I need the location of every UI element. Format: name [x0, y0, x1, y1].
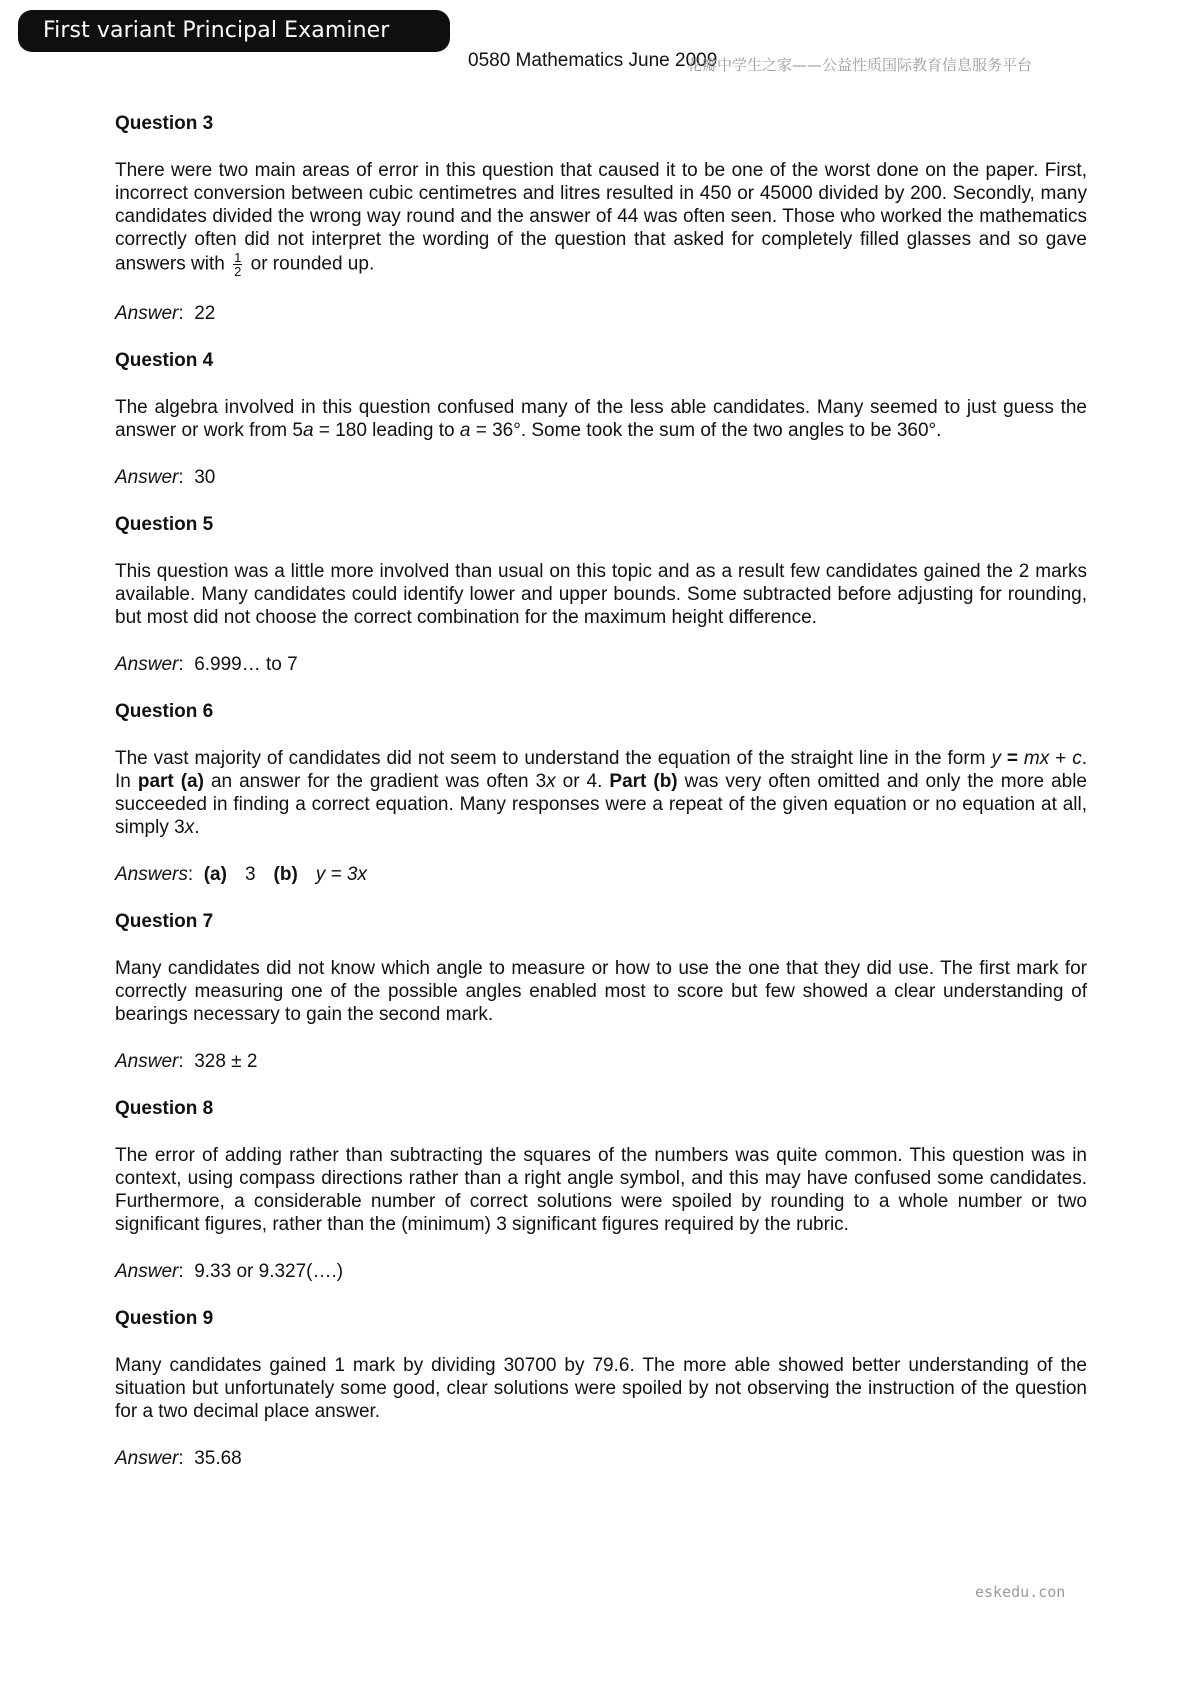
fraction-numerator: 1	[234, 250, 242, 265]
header-watermark: 花瓣中学生之家——公益性质国际教育信息服务平台	[687, 56, 1033, 74]
question-5-text: This question was a little more involved than usual on this topic and as a result few candidates gained the 2 marks available. Many candidates could identify lower and upper bounds. Some subtracted before adjusting for rounding, but most did not choose the correct combination for the maximum height difference.	[115, 561, 1087, 628]
question-5-answer: Answer: 6.999… to 7	[115, 654, 298, 675]
question-3-title: Question 3	[115, 113, 214, 134]
question-4-answer: Answer: 30	[115, 467, 216, 488]
answer-label: Answer	[115, 1051, 179, 1072]
answer-part-b-value: y = 3x	[315, 864, 368, 885]
q6-var: x	[546, 771, 556, 792]
footer-watermark: eskedu.con	[975, 1583, 1066, 1601]
q6-part-a: part (a)	[137, 771, 204, 792]
q4-part: The algebra involved in this question confused many of the less able candidates. Many seemed to just guess the answer or work from 5	[115, 397, 1087, 441]
q6-part: .	[194, 817, 200, 838]
question-7-title: Question 7	[115, 911, 214, 932]
answer-value: 6.999… to 7	[194, 654, 298, 675]
answer-value: 328 ± 2	[194, 1051, 258, 1072]
q6-part: . In	[115, 748, 1087, 792]
answer-part-b-label: (b)	[273, 864, 298, 885]
question-4-text	[115, 396, 1087, 442]
answer-label: Answer	[115, 467, 179, 488]
question-3-text-a: There were two main areas of error in this question that caused it to be one of the worst done on the paper. First, incorrect conversion between cubic centimetres and litres resulted in 450 or 45000 divided by 200. Secondly, many candidates divided the wrong way round and the answer of 44 was often seen. Those who worked the mathematics correctly often did not interpret the wording of the question that asked for completely filled glasses and so gave answers with	[115, 160, 1087, 275]
question-7-text: Many candidates did not know which angle to measure or how to use the one that they did use. The first mark for correctly measuring one of the possible angles enabled most to score but few showed a clear understanding of bearings necessary to gain the second mark.	[115, 958, 1087, 1025]
q4-part: = 36°. Some took the sum of the two angles to be 360°.	[470, 420, 942, 441]
fraction-one-half	[233, 251, 242, 278]
q6-part: The vast majority of candidates did not seem to understand the equation of the straight line in the form	[115, 748, 986, 769]
question-9-text: Many candidates gained 1 mark by dividing 30700 by 79.6. The more able showed better understanding of the situation but unfortunately some good, clear solutions were spoiled by not observing the instruction of the question for a two decimal place answer.	[115, 1355, 1087, 1422]
q6-var: mx	[1023, 748, 1050, 769]
answer-value: 9.33 or 9.327(….)	[194, 1261, 344, 1282]
question-9-answer: Answer: 35.68	[115, 1448, 242, 1469]
answer-label: Answer	[115, 1261, 179, 1282]
question-8-title: Question 8	[115, 1098, 214, 1119]
q6-var: c	[1072, 748, 1082, 769]
question-7-answer: Answer: 328 ± 2	[115, 1051, 258, 1072]
q6-plus: +	[1049, 748, 1073, 769]
answer-value: 22	[194, 303, 216, 324]
question-9-title: Question 9	[115, 1308, 214, 1329]
report-content	[115, 112, 1087, 1494]
question-8-text: The error of adding rather than subtracting the squares of the numbers was quite common. This question was in context, using compass directions rather than a right angle symbol, and this may have confused some candidates. Furthermore, a considerable number of correct solutions were spoiled by rounding to a whole number or two significant figures, rather than the (minimum) 3 significant figures required by the rubric.	[115, 1145, 1087, 1235]
answer-label: Answer	[115, 1448, 179, 1469]
q6-part: or 4.	[555, 771, 610, 792]
q6-eq: =	[1000, 748, 1024, 769]
fraction-denominator: 2	[234, 264, 242, 279]
q6-part: was very often omitted and only the more able succeeded in finding a correct equation. Many responses were a repeat of the given equation or no equation at all, simply 3	[115, 771, 1088, 838]
answer-value: 35.68	[194, 1448, 242, 1469]
question-3-answer: Answer: 22	[115, 303, 216, 324]
question-5-title: Question 5	[115, 514, 214, 535]
report-banner: First variant Principal Examiner Report	[18, 10, 450, 52]
question-8-answer: Answer: 9.33 or 9.327(….)	[115, 1261, 344, 1282]
question-4-title: Question 4	[115, 350, 214, 371]
q6-part-b: Part (b)	[609, 771, 678, 792]
q4-part: = 180 leading to	[313, 420, 460, 441]
question-6-answer: Answers: (a) 3 (b) y = 3x	[115, 864, 368, 885]
question-3-text	[115, 159, 1087, 278]
question-6-text	[115, 747, 1087, 839]
answer-part-a-value: 3	[244, 864, 256, 885]
q6-var: x	[184, 817, 195, 838]
question-6-title: Question 6	[115, 701, 214, 722]
answer-label: Answers	[115, 864, 188, 885]
answer-part-a-label: (a)	[203, 864, 227, 885]
answer-label: Answer	[115, 303, 179, 324]
question-3-text-b: or rounded up.	[250, 253, 375, 275]
q6-var: y	[991, 748, 1001, 769]
q4-var: a	[459, 420, 471, 441]
answer-label: Answer	[115, 654, 179, 675]
q4-var: a	[302, 420, 314, 441]
q6-part: an answer for the gradient was often 3	[203, 771, 547, 792]
subject-header: 0580 Mathematics June 2009	[468, 50, 718, 71]
answer-value: 30	[194, 467, 216, 488]
